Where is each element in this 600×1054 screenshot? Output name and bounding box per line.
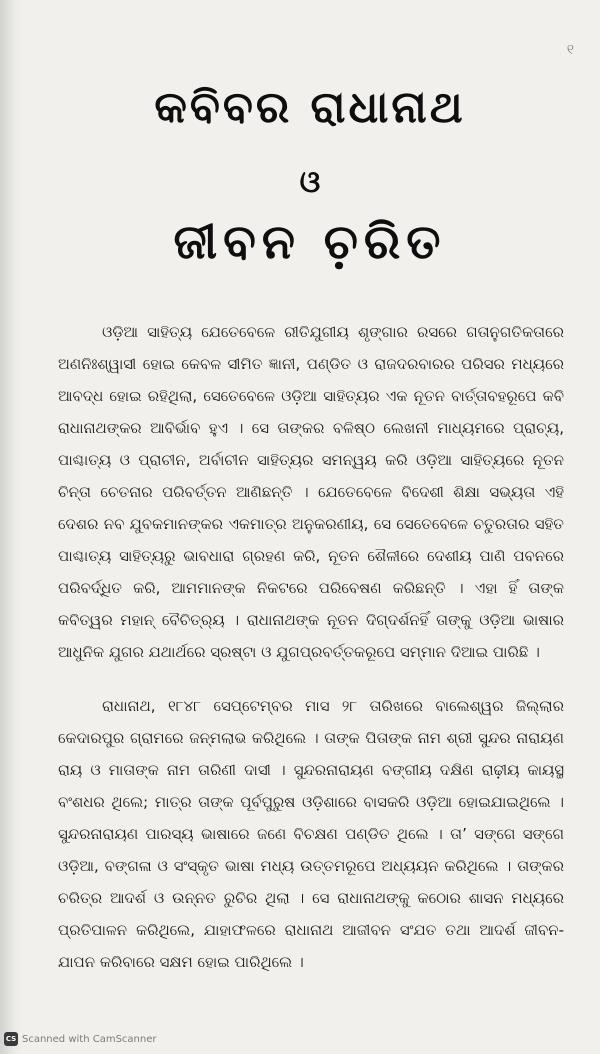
page-title: କବିବର ରାଧାନାଥ [154,82,466,133]
page-subtitle: ଜୀବନ ଚ଼ରିତ [173,214,447,270]
paragraph-intro: ଓଡ଼ିଆ ସାହିତ୍ୟ ଯେତେବେଳେ ରୀତିଯୁଗୀୟ ଶୃଙ୍ଗାର ରସରେ ଗତାନୁଗତିକତାରେ ଅଣନିଃଶ୍ୱାସୀ ହୋଇ କେବଳ ସୀମିତ ଜ୍ଞାନୀ, ପଣ୍ଡିତ ଓ ରାଜଦରବାରର ପରିସର ମଧ୍ୟରେ ଆବଦ୍ଧ ହୋଇ ରହିଥିଲା, ସେତେବେଳେ ଓଡ଼ିଆ ସାହିତ୍ୟର ଏକ ନୂତନ ବାର୍ତ୍ତାବହରୂପେ କବି ରାଧାନାଥଙ୍କର ଆବିର୍ଭାବ ହୁଏ । ସେ ତାଙ୍କର ବଳିଷ୍ଠ ଲେଖନୀ ମାଧ୍ୟମରେ ପ୍ରାଚ୍ୟ, ପାଶ୍ଚାତ୍ୟ ଓ ପ୍ରାଚୀନ, ଅର୍ବାଚୀନ ସାହିତ୍ୟର ସମନ୍ୱୟ କରି ଓଡ଼ିଆ ସାହିତ୍ୟରେ ନୂତନ ଚିନ୍ତା ଚେତନାର ପରିବର୍ତ୍ତନ ଆଣିଛନ୍ତି । ଯେତେବେଳେ ବିଦେଶୀ ଶିକ୍ଷା ସଭ୍ୟତା ଏହି ଦେଶର ନବ ଯୁବକମାନଙ୍କର ଏକମାତ୍ର ଅନୁକରଣୀୟ, ସେ ସେତେବେଳେ ଚତୁରତାର ସହିତ ପାଶ୍ଚାତ୍ୟ ସାହିତ୍ୟରୁ ଭାବଧାରା ଗ୍ରହଣ କରି, ନୂତନ ଶୈଳୀରେ ଦେଶୀୟ ପାଣି ପବନରେ ପରିବର୍ଦ୍ଧିତ କରି, ଆମମାନଙ୍କ ନିକଟରେ ପରିବେଷଣ କରିଛନ୍ତି । ଏହା ହିଁ ତାଙ୍କ କବିତ୍ୱର ମହାନ୍ ବୈଚିତ୍ର୍ୟ । ରାଧାନାଥଙ୍କ ନୂତନ ଦିଗ୍‌ଦର୍ଶନହିଁ ତାଙ୍କୁ ଓଡ଼ିଆ ଭାଷାର ଆଧୁନିକ ଯୁଗର ଯଥାର୍ଥରେ ସ୍ରଷ୍ଟା ଓ ଯୁଗପ୍ରବର୍ତ୍ତକରୂପେ ସମ୍ମାନ ଦିଆଇ ପାରିଛି । [58,323,564,661]
body-text [58,316,564,978]
camscanner-icon: CS [4,1032,18,1046]
paragraph-birth: ରାଧାନାଥ, ୧୮୪୮ ସେପ୍ଟେମ୍ବର ମାସ ୨୮ ତାରିଖରେ ବାଲେଶ୍ୱର ଜିଲ୍ଲାର କେଦାରପୁର ଗ୍ରାମରେ ଜନ୍ମଲାଭ କରିଥିଲେ । ତାଙ୍କ ପିତାଙ୍କ ନାମ ଶ୍ରୀ ସୁନ୍ଦର ନାରାୟଣ ରାୟ ଓ ମାତାଙ୍କ ନାମ ତାରିଣୀ ଦାସୀ । ସୁନ୍ଦରନାରାୟଣ ବଙ୍ଗୀୟ ଦକ୍ଷିଣ ରାଢ଼ୀୟ କାୟସ୍ଥ ବଂଶଧର ଥିଲେ; ମାତ୍ର ତାଙ୍କ ପୂର୍ବପୁରୁଷ ଓଡ଼ିଶାରେ ବାସକରି ଓଡ଼ିଆ ହୋଇଯାଇଥିଲେ । ସୁନ୍ଦରନାରାୟଣ ପାରସ୍ୟ ଭାଷାରେ ଜଣେ ବିଚକ୍ଷଣ ପଣ୍ଡିତ ଥିଲେ । ତା’ ସଙ୍ଗେ ସଙ୍ଗେ ଓଡ଼ିଆ, ବଙ୍ଗଳା ଓ ସଂସ୍କୃତ ଭାଷା ମଧ୍ୟ ଉତ୍ତମରୂପେ ଅଧ୍ୟୟନ କରିଥିଲେ । ତାଙ୍କର ଚରିତ୍ର ଆଦର୍ଶ ଓ ଉନ୍ନତ ରୁଚିର ଥିଲା । ସେ ରାଧାନାଥଙ୍କୁ କଠୋର ଶାସନ ମଧ୍ୟରେ ପ୍ରତିପାଳନ କରିଥିଲେ, ଯାହାଫଳରେ ରାଧାନାଥ ଆଜୀବନ ସଂଯତ ତଥା ଆଦର୍ଶ ଜୀବନ-ଯାପନ କରିବାରେ ସକ୍ଷମ ହୋଇ ପାରିଥିଲେ । [58,697,564,971]
scanner-footer-text: Scanned with CamScanner [22,1033,157,1045]
scanner-footer [4,1032,157,1046]
title-conjunction: ଓ [299,165,321,200]
page-number: ୧ [566,42,574,58]
page-binding-shadow [0,0,22,1054]
